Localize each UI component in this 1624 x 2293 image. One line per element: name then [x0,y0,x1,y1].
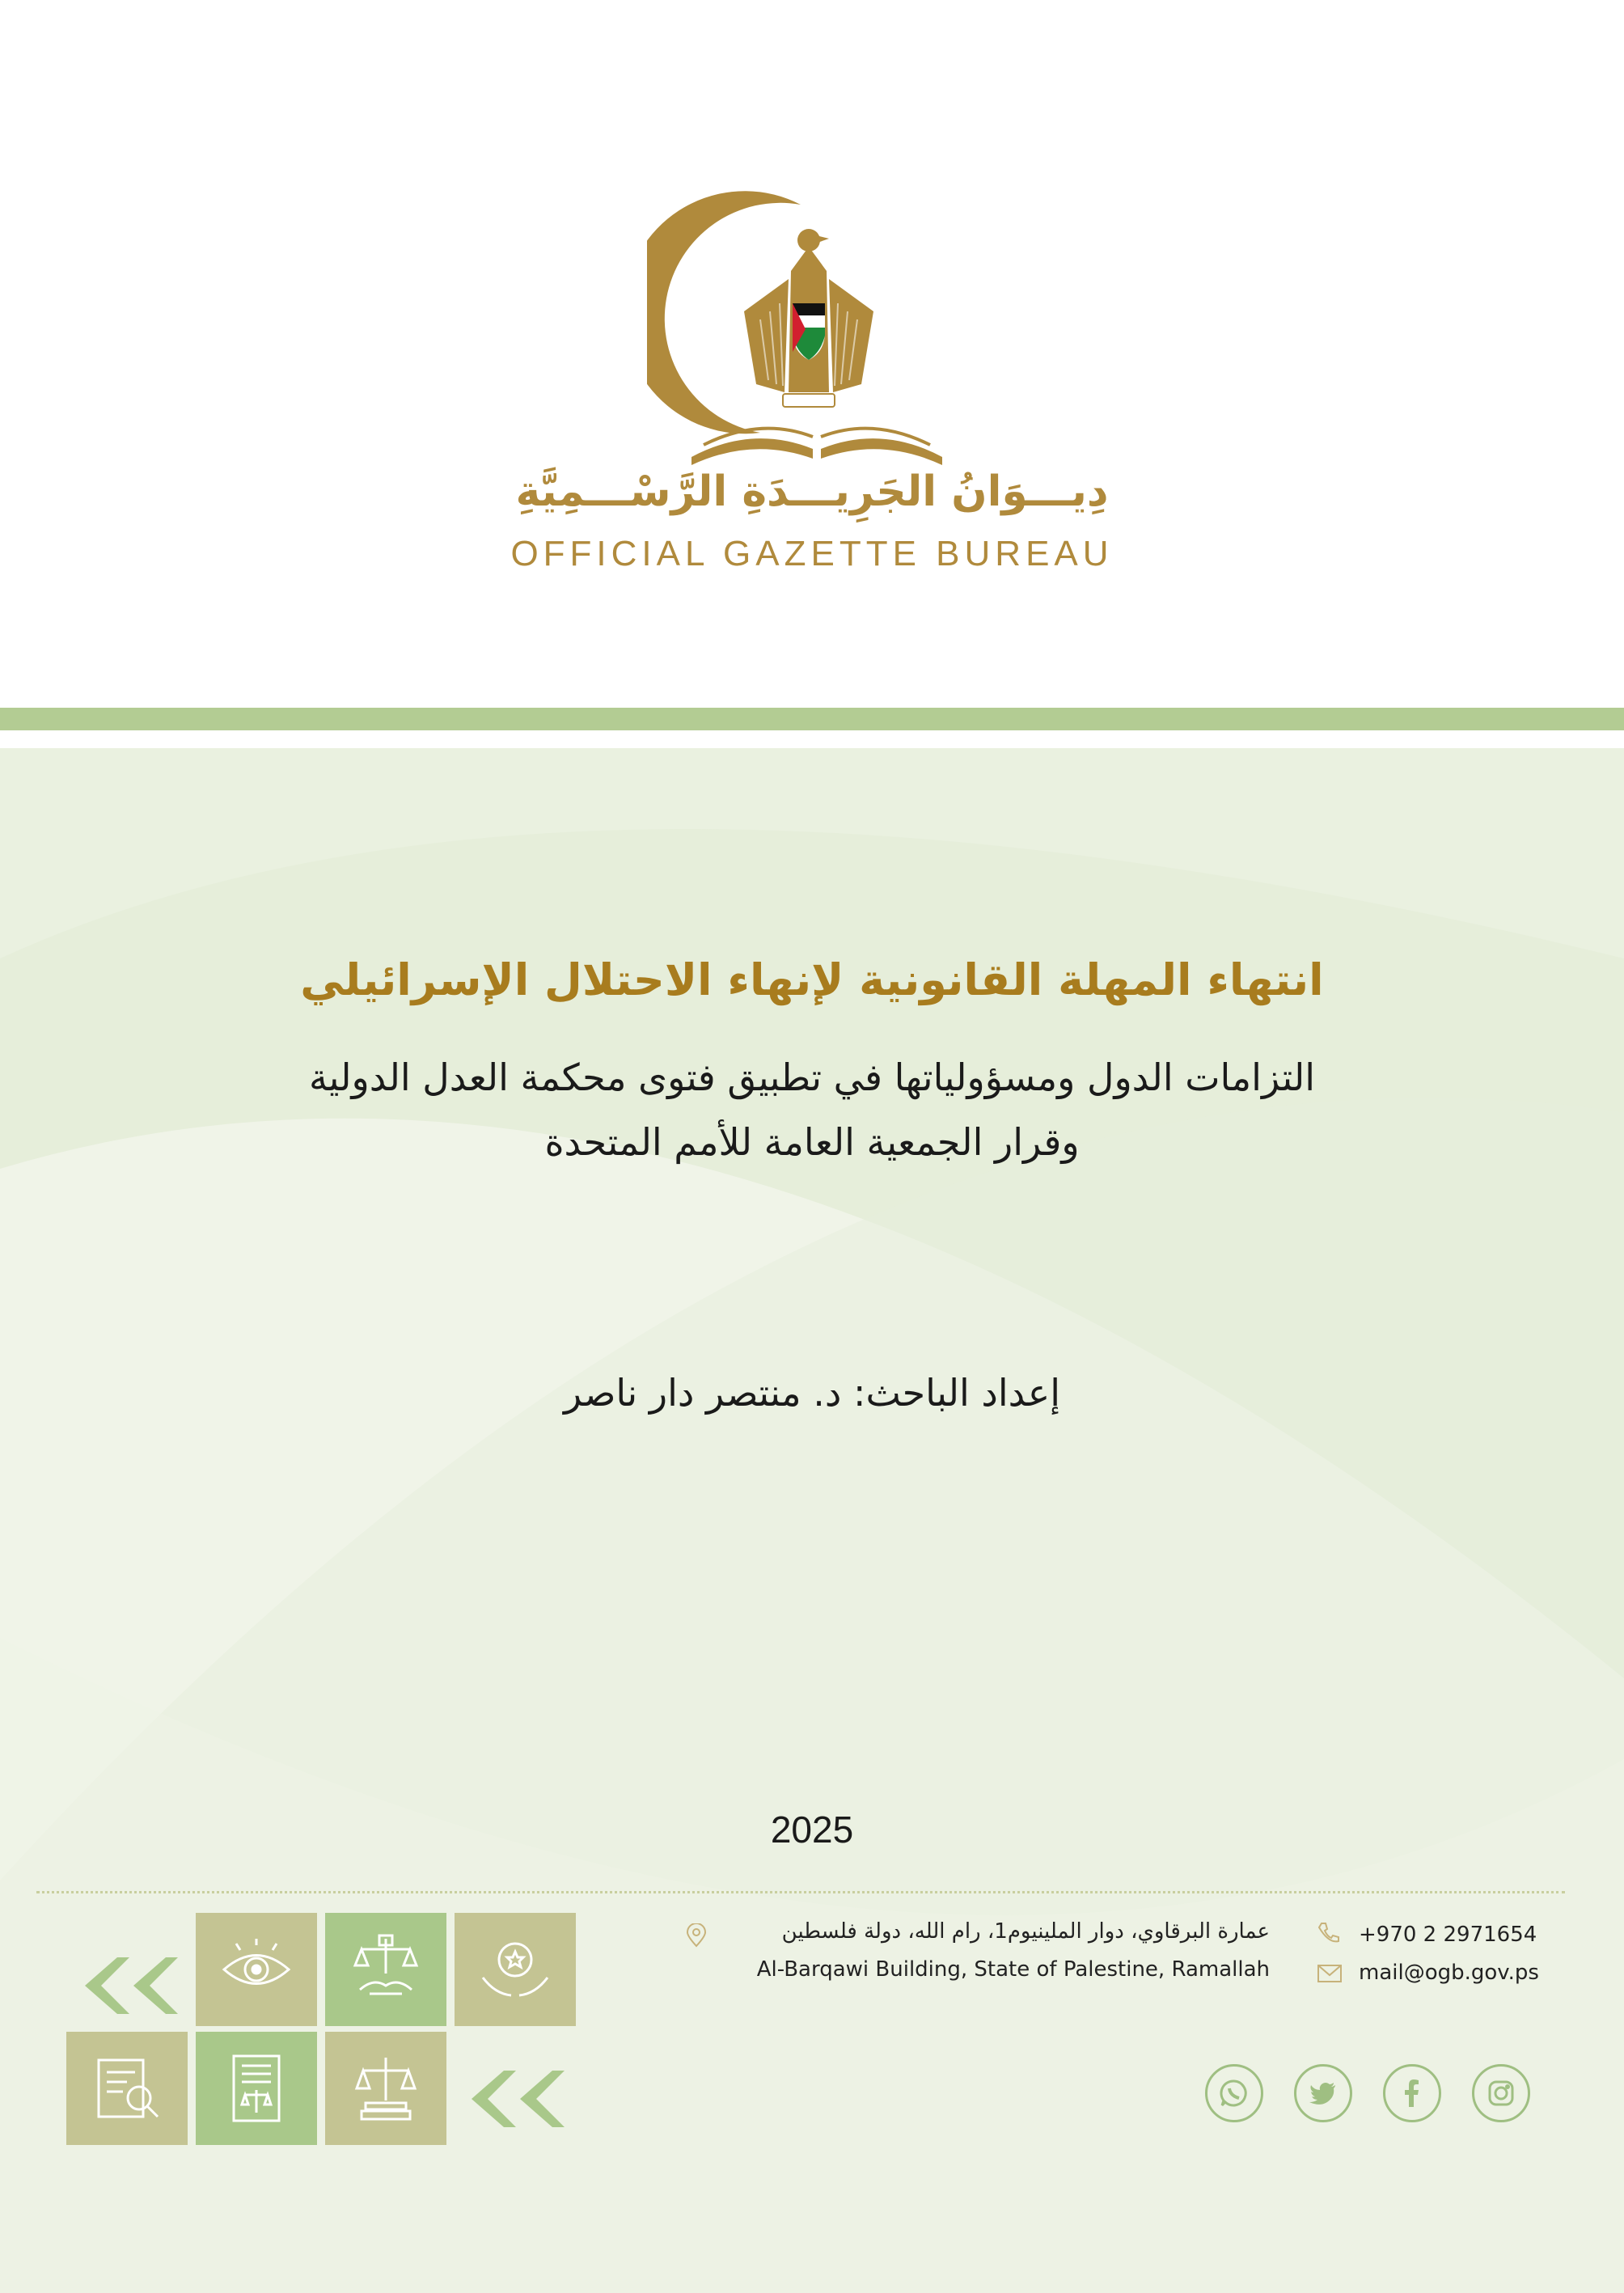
eye-icon [216,1929,297,2010]
scales-handshake-icon [345,1929,426,2010]
tile-award [455,1913,576,2026]
double-chevron-left-icon [467,2067,565,2131]
legal-document-icon [216,2048,297,2129]
header-divider-gap [0,730,1624,748]
phone-number[interactable]: +970 2 2971654 [1359,1923,1537,1947]
document-search-icon [87,2048,167,2129]
award-hands-icon [475,1929,556,2010]
phone-icon [1317,1921,1341,1945]
twitter-button[interactable] [1294,2064,1352,2122]
double-chevron-left-icon [81,1953,178,2018]
gazette-emblem-logo [647,190,987,465]
logo-english-name: OFFICIAL GAZETTE BUREAU [510,534,1114,573]
document-subtitle-line-1: التزامات الدول ومسؤولياتها في تطبيق فتوى محكمة العدل الدولية [308,1056,1316,1099]
instagram-icon [1486,2078,1516,2109]
twitter-icon [1308,2078,1339,2109]
tile-legal-document [196,2032,317,2145]
email-address[interactable]: mail@ogb.gov.ps [1359,1961,1539,1985]
location-pin-icon [686,1923,707,1948]
whatsapp-icon [1219,2078,1250,2109]
facebook-button[interactable] [1383,2064,1441,2122]
publication-year: 2025 [770,1809,854,1851]
instagram-button[interactable] [1472,2064,1530,2122]
whatsapp-button[interactable] [1205,2064,1263,2122]
tile-document-search [66,2032,188,2145]
logo-arabic-name: دِيـــوَانُ الجَرِيـــدَةِ الرَّسْـــمِيَّةِ [515,467,1109,516]
email-icon [1317,1964,1343,1983]
header-divider-band [0,708,1624,730]
document-title: انتهاء المهلة القانونية لإنهاء الاحتلال الإسرائيلي [300,954,1324,1005]
tile-scales-books [325,2032,446,2145]
address-arabic: عمارة البرقاوي، دوار الملينيوم1، رام الله، دولة فلسطين [781,1919,1270,1944]
header [0,0,1624,708]
tile-eye [196,1913,317,2026]
tile-justice-handshake [325,1913,446,2026]
footer-dotted-divider [36,1891,1565,1893]
author-line: إعداد الباحث: د. منتصر دار ناصر [563,1371,1061,1415]
scales-books-icon [345,2048,426,2129]
facebook-icon [1397,2078,1427,2109]
document-subtitle-line-2: وقرار الجمعية العامة للأمم المتحدة [544,1120,1080,1164]
address-english: Al-Barqawi Building, State of Palestine, Ramallah [756,1957,1270,1982]
